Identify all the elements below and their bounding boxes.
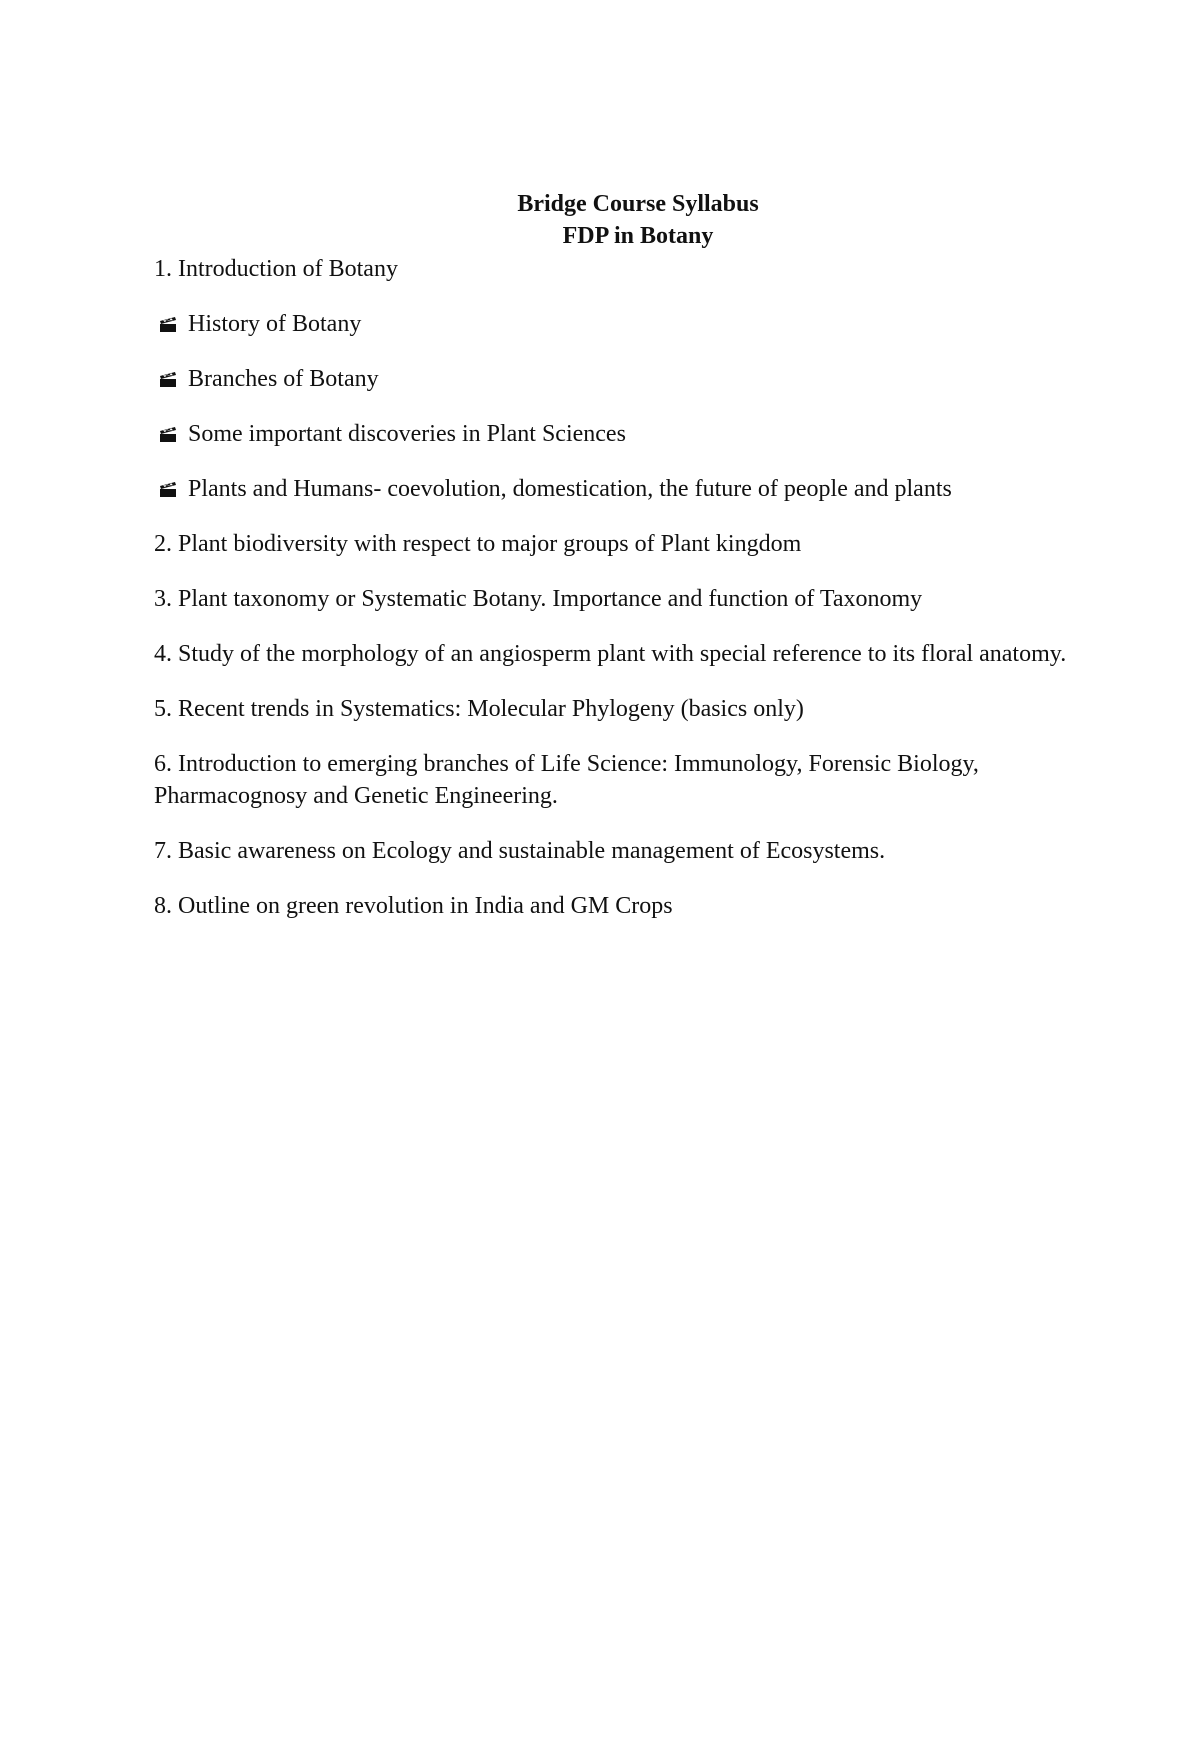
syllabus-item-1: 1. Introduction of Botany [154,256,398,282]
subitem-label: Some important discoveries in Plant Sciences [188,421,626,447]
clapperboard-icon [159,426,177,443]
syllabus-item-4: 4. Study of the morphology of an angiosperm plant with special reference to its floral anatomy. [154,641,1067,667]
syllabus-item-2: 2. Plant biodiversity with respect to major groups of Plant kingdom [154,531,802,557]
syllabus-item-5: 5. Recent trends in Systematics: Molecular Phylogeny (basics only) [154,696,804,722]
syllabus-subitem [154,418,1124,450]
syllabus-item-3: 3. Plant taxonomy or Systematic Botany. Importance and function of Taxonomy [154,586,923,612]
document-subtitle: FDP in Botany [562,223,714,249]
syllabus-subitem [154,363,1124,395]
subitem-label: History of Botany [188,311,362,337]
syllabus-item-7: 7. Basic awareness on Ecology and sustainable management of Ecosystems. [154,838,886,864]
syllabus-content [154,253,1124,945]
syllabus-subitem [154,473,1124,505]
clapperboard-icon [159,481,177,498]
document-title: Bridge Course Syllabus [517,191,759,217]
syllabus-item-6: 6. Introduction to emerging branches of Life Science: Immunology, Forensic Biology, Pharmacognosy and Genetic Engineering. [154,751,979,809]
subitem-label: Branches of Botany [188,366,379,392]
subitem-label: Plants and Humans- coevolution, domestication, the future of people and plants [188,476,952,502]
syllabus-item-8: 8. Outline on green revolution in India and GM Crops [154,893,673,919]
title-block [0,188,1200,252]
clapperboard-icon [159,371,177,388]
syllabus-subitem [154,308,1124,340]
clapperboard-icon [159,316,177,333]
